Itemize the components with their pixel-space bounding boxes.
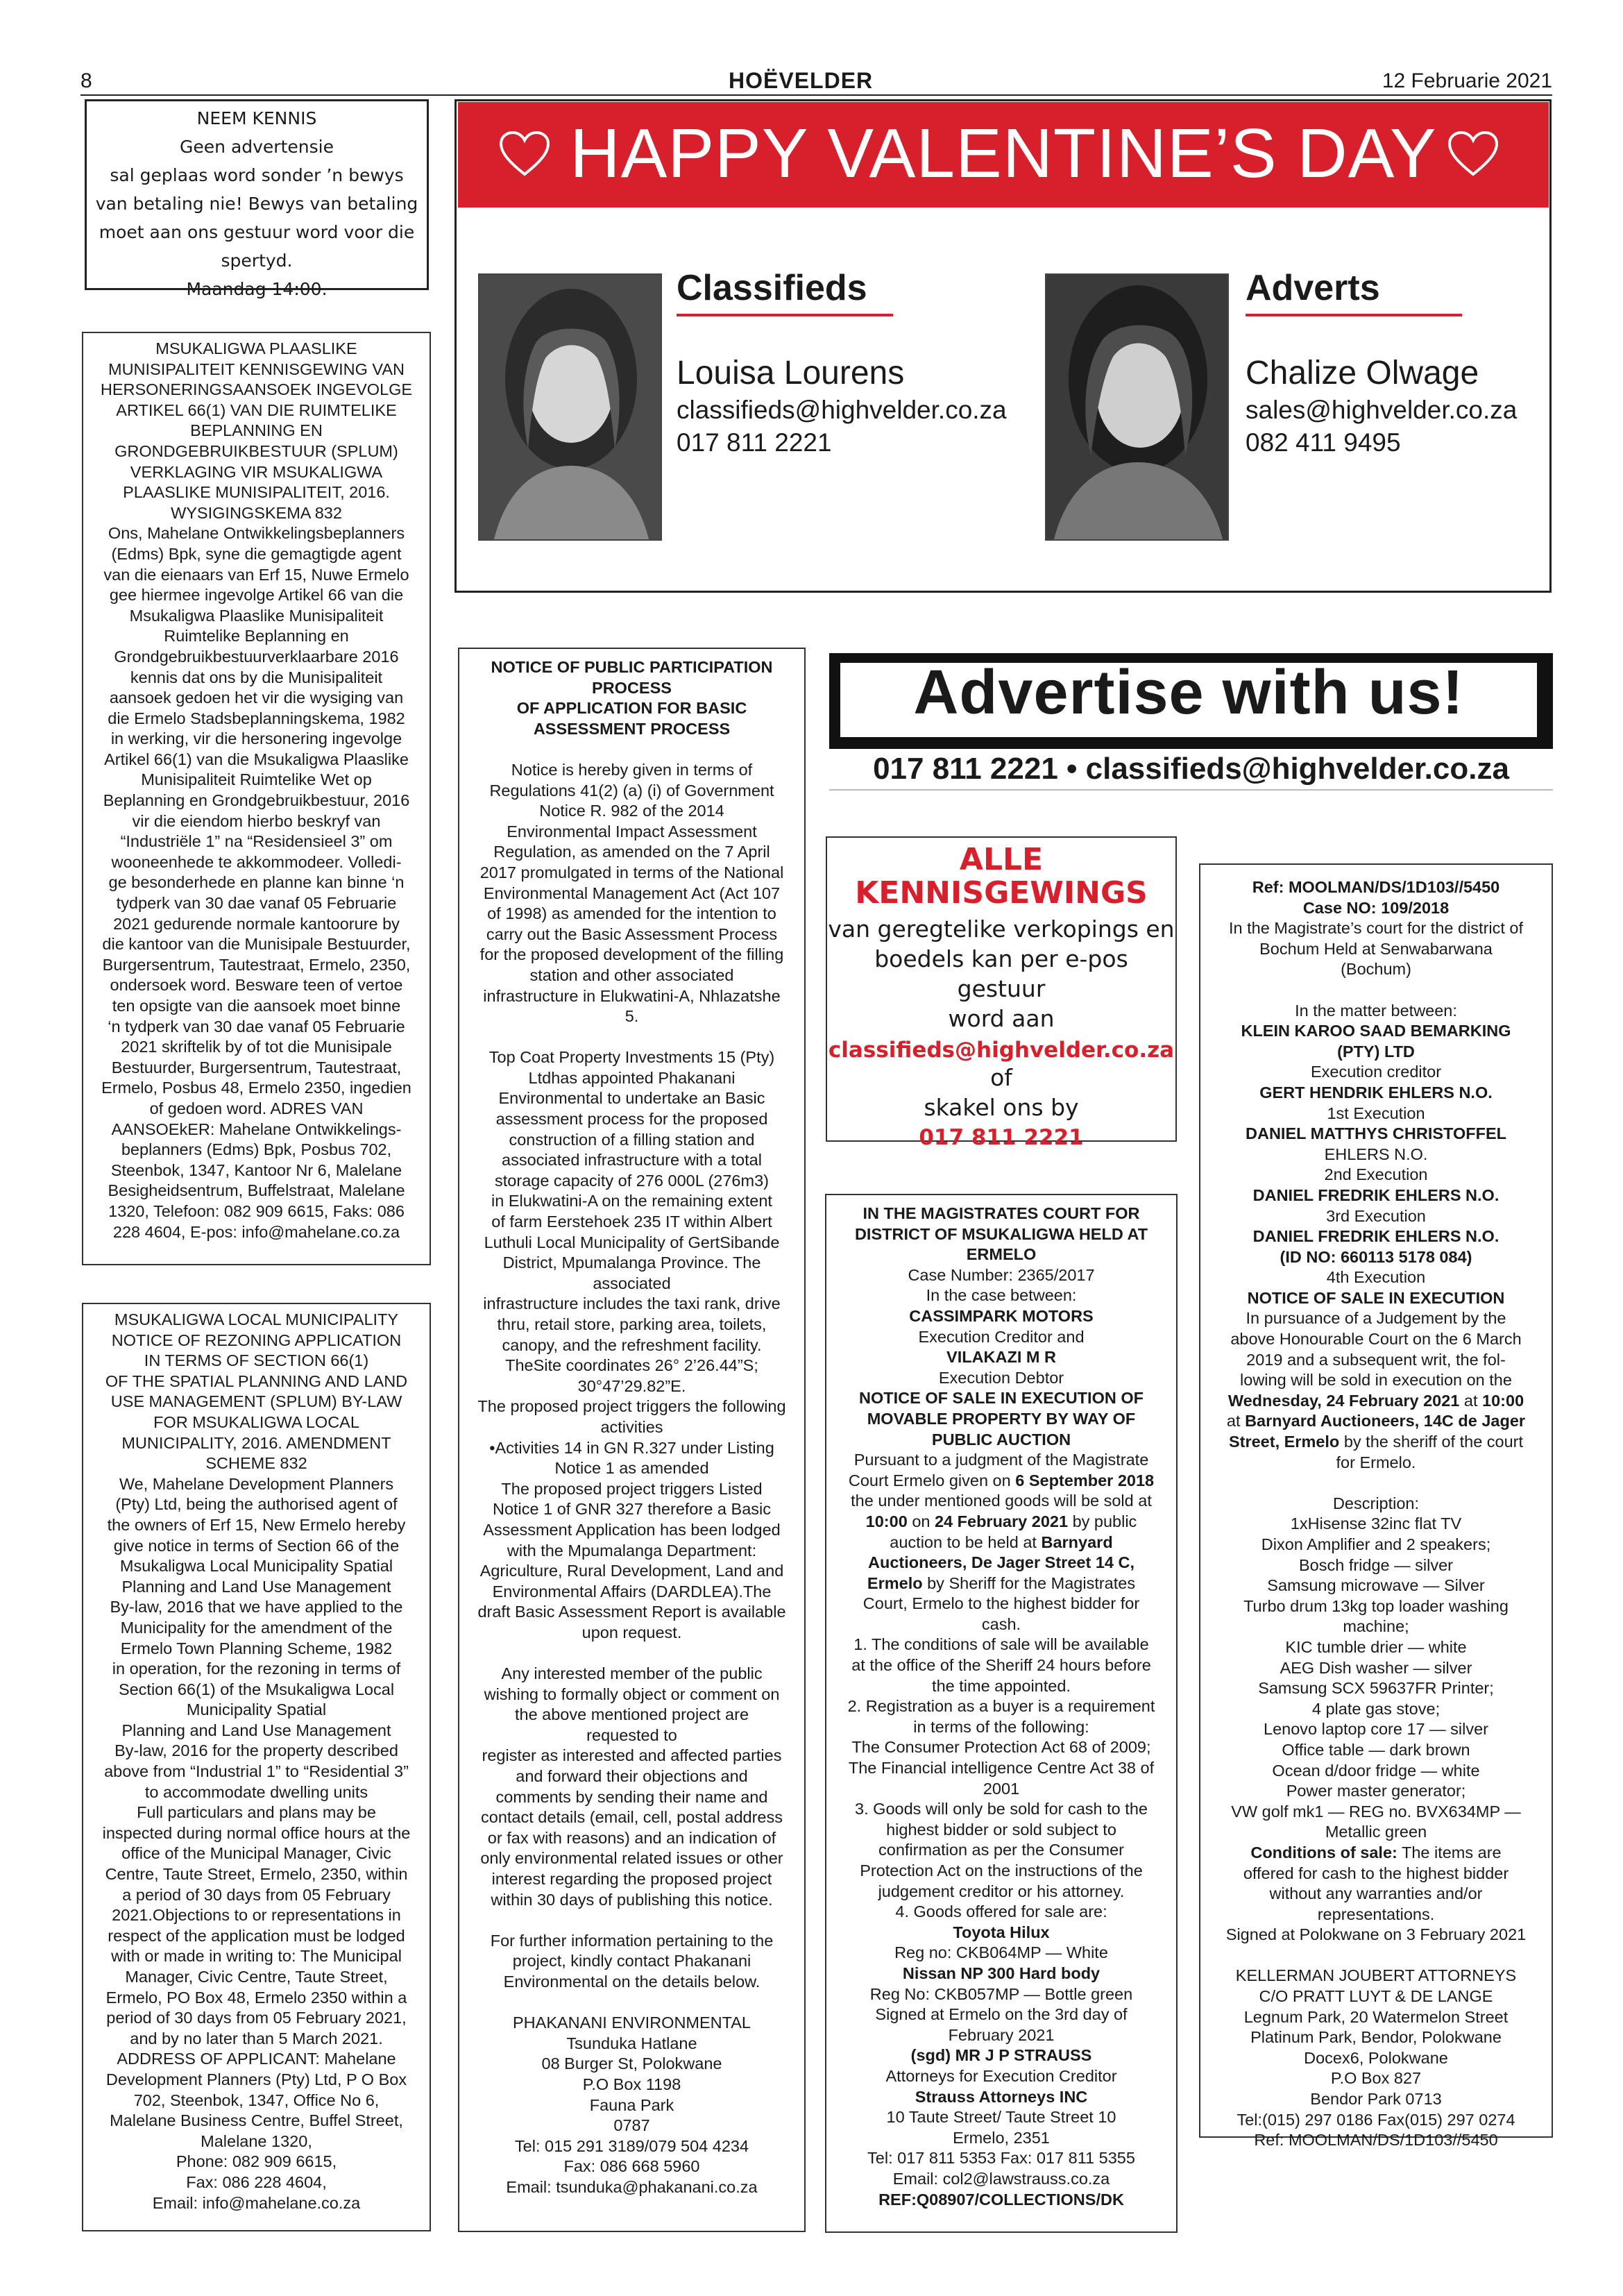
classifieds-contact-name: Louisa Lourens xyxy=(677,355,905,391)
notice-bold-text: GERT HENDRIK EHLERS N.O. xyxy=(1259,1083,1493,1101)
page-number: 8 xyxy=(80,69,92,92)
notice-bold-text: Toyota Hilux xyxy=(953,1923,1050,1941)
classifieds-contact-photo xyxy=(478,273,662,541)
notice-text: at xyxy=(1226,1412,1241,1430)
notice-text: 3rd Execution xyxy=(1326,1206,1426,1225)
classifieds-contact-phone: 017 811 2221 xyxy=(677,428,832,457)
notice-heading: IN THE MAGISTRATES COURT FOR DISTRICT OF MSUKALIGWA HELD AT ERMELO xyxy=(854,1204,1148,1264)
rezoning-notice-afrikaans: MSUKALIGWA PLAASLIKE MUNISIPALITEIT KENNISGEWING VAN HERSONERINGSAANSOEK INGEVOLGE ARTIKEL 66(1) VAN DIE RUIMTELIKE BEPLANNING EN GRONDGEBRUIKBESTUUR (SPLUM) VERKLAGING VIR MSUKALIGWA PLAASLIKE MUNISIPALITEIT, 2016. WYSIGINGSKEMA 832 Ons, Mahelane Ontwikkelingsbeplanners (Edms) Bpk, syne die gemagtigde agent van die eienaars van Erf 15, Nuwe Ermelo gee hiermee ingevolge Artikel 66 van die Msukaligwa Plaaslike Munisipaliteit Ruimtelike Beplanning en Grondgebruikbestuurverklaarbare 2016 kennis dat ons by die Munisipaliteit aansoek gedoen het vir die wysiging van die Ermelo Stadsbeplanningskema, 1982 in werking, vir die hersonering ingevolge Artikel 66(1) van die Msukaligwa Plaaslike Munisipaliteit Ruimtelike Wet op Beplanning en Grondgebruikbestuur, 2016 vir die eiendom hierbo beskryf van “Industriële 1” na “Residensieel 3” om wooneenhede te akkommodeer. Volledi- ge besonderhede en planne kan binne ‘n tydperk van 30 dae vanaf 05 Februarie 2021 gedurende normale kantoorure by die kantoor van die Munisipale Bestuurder, Burgersentrum, Tautestraat, Ermelo, 2350, ondersoek word. Besware teen of vertoe ten opsigte van die aansoek moet binne ‘n tydperk van 30 dae vanaf 05 Februarie 2021 skriftelik by of tot die Munisipale Bestuurder, Burgersentrum, Tautestraat, Ermelo, Posbus 48, Ermelo 2350, ingedien of gedoen word. ADRES VAN AANSOEkER: Mahelane Ontwikkelings- beplanners (Edms) Bpk, Posbus 702, Steenbok, 1347, Kantoor Nr 6, Malelane Besigheidsentrum, Buffelstraat, Malelane 1320, Telefoon: 082 909 6615, Faks: 086 228 4604, E-pos: info@mahelane.co.za xyxy=(82,332,431,1265)
classifieds-heading-rule xyxy=(677,314,893,316)
notice-bold-text: Strauss Attorneys INC xyxy=(915,2087,1088,2106)
notice-heading: NOTICE OF PUBLIC PARTICIPATION PROCESS OF APPLICATION FOR BASIC ASSESSMENT PROCESS xyxy=(491,658,773,738)
notice-text: In the Magistrate’s court for the district of Bochum Held at Senwabarwana (Bochum) In the matter between: xyxy=(1228,919,1524,1020)
neem-kennis-notice: NEEM KENNIS Geen advertensie sal geplaas word sonder ’n bewys van betaling nie! Bewys van betaling moet aan ons gestuur word voor die spertyd. Maandag 14:00. xyxy=(85,99,429,290)
alle-email[interactable]: classifieds@highvelder.co.za xyxy=(828,1038,1175,1063)
notice-bold-text: Nissan NP 300 Hard body xyxy=(902,1964,1101,1982)
classifieds-contact-email[interactable]: classifieds@highvelder.co.za xyxy=(677,396,1007,424)
advertise-headline: Advertise with us! xyxy=(913,658,1464,727)
notice-bold-text: Barnyard Auctioneers, De Jager Street 14 C, Ermelo xyxy=(867,1533,1135,1592)
notice-bold-text: Conditions of sale: xyxy=(1250,1843,1397,1862)
heart-icon xyxy=(1447,130,1499,178)
adverts-heading-rule xyxy=(1246,314,1462,316)
magistrates-court-notice-ermelo xyxy=(825,1194,1178,2233)
notice-bold-text: DANIEL FREDRIK EHLERS N.O. (ID NO: 660113 5178 084) xyxy=(1252,1227,1499,1266)
notice-bold-text: KLEIN KAROO SAAD BEMARKING (PTY) LTD xyxy=(1241,1022,1511,1061)
notice-text: Execution creditor xyxy=(1310,1063,1442,1081)
valentine-title: HAPPY VALENTINE’S DAY xyxy=(570,115,1437,192)
notice-text: 1st Execution xyxy=(1327,1104,1425,1122)
notice-text: by public auction to be held at xyxy=(890,1512,1137,1551)
notice-bold-text: Wednesday, 24 February 2021 xyxy=(1227,1391,1460,1410)
magistrates-court-notice-bochum xyxy=(1199,863,1553,2150)
notice-text: 4th Execution xyxy=(1326,1268,1426,1287)
adverts-contact-name: Chalize Olwage xyxy=(1246,355,1479,391)
adverts-heading: Adverts xyxy=(1246,268,1380,308)
notice-bold-text: Ref: MOOLMAN/DS/1D103//5450 Case NO: 109/2018 xyxy=(1252,878,1500,917)
alle-kennisgewings-box xyxy=(826,836,1177,1150)
notice-text: by the sheriff of the court for Ermelo. Description: 1xHisense 32inc flat TV Dixon Amplifier and 2 speakers; Bosch fridge — silver Samsung microwave — Silver Turbo drum 13kg top loader washing machine; KIC tumble drier — white AEG Dish washer — silver Samsung SCX 59637FR Printer; 4 plate gas stove; Lenovo laptop core 17 — silver Office table — dark brown Ocean d/door fridge — white Power master generator; VW golf mk1 — REG no. BVX634MP — Metallic green xyxy=(1231,1433,1524,1841)
public-participation-notice xyxy=(458,648,806,2232)
heart-icon xyxy=(498,130,551,178)
alle-phone: 017 811 2221 xyxy=(919,1125,1084,1150)
adverts-contact-phone: 082 411 9495 xyxy=(1246,428,1401,457)
notice-text: at xyxy=(1463,1391,1478,1410)
alle-text: van geregtelike verkopings en boedels kan per e-pos gestuur word aan xyxy=(828,915,1175,1032)
notice-bold-text: 24 February 2021 xyxy=(934,1512,1069,1530)
notice-text: EHLERS N.O. 2nd Execution xyxy=(1324,1145,1428,1184)
notice-bold-text: 10:00 xyxy=(1482,1391,1524,1410)
classifieds-heading: Classifieds xyxy=(677,268,867,308)
alle-text-2: of skakel ons by xyxy=(924,1064,1079,1121)
notice-bold-text: DANIEL MATTHYS CHRISTOFFEL xyxy=(1246,1124,1506,1143)
notice-bold-text: CASSIMPARK MOTORS xyxy=(909,1306,1094,1325)
notice-text: Execution Creditor and xyxy=(918,1327,1085,1346)
notice-bold-text: NOTICE OF SALE IN EXECUTION OF MOVABLE PROPERTY BY WAY OF PUBLIC AUCTION xyxy=(859,1389,1144,1449)
notice-text: Pursuant to a judgment of the Magistrate Court Ermelo given on xyxy=(848,1451,1149,1489)
notice-text: The items are offered for cash to the highest bidder without any warranties and/or representations. Signed at Polokwane on 3 February 2021 KELLERMAN JOUBERT ATTORNEYS C/O PRATT LUYT & DE LANGE Legnum Park, 20 Watermelon Street Platinum Park, Bendor, Polokwane Docex6, Polokwane P.O Box 827 Bendor Park 0713 Tel:(015) 297 0186 Fax(015) 297 0274 Ref: MOOLMAN/DS/1D103//5450 xyxy=(1225,1843,1527,2150)
alle-heading: ALLE KENNISGEWINGS xyxy=(855,842,1148,911)
notice-text: Attorneys for Execution Creditor xyxy=(885,2066,1117,2085)
rezoning-notice-english: MSUKALIGWA LOCAL MUNICIPALITY NOTICE OF REZONING APPLICATION IN TERMS OF SECTION 66(1) OF THE SPATIAL PLANNING AND LAND USE MANAGEMENT (SPLUM) BY-LAW FOR MSUKALIGWA LOCAL MUNICIPALITY, 2016. AMENDMENT SCHEME 832 We, Mahelane Development Planners (Pty) Ltd, being the authorised agent of the owners of Erf 15, New Ermelo hereby give notice in terms of Section 66 of the Msukaligwa Local Municipality Spatial Planning and Land Use Management By-law, 2016 that we have applied to the Municipality for the amendment of the Ermelo Town Planning Scheme, 1982 in operation, for the rezoning in terms of Section 66(1) of the Msukaligwa Local Municipality Spatial Planning and Land Use Management By-law, 2016 for the property described above from “Industrial 1” to “Residential 3” to accommodate dwelling units Full particulars and plans may be inspected during normal office hours at the office of the Municipal Manager, Civic Centre, Taute Street, Ermelo, 2350, within a period of 30 days from 05 February 2021.Objections to or representations in respect of the application must be lodged with or made in writing to: The Municipal Manager, Civic Centre, Taute Street, Ermelo, PO Box 48, Ermelo 2350 within a period of 30 days from 05 February 2021, and by no later than 5 March 2021. ADDRESS OF APPLICANT: Mahelane Development Planners (Pty) Ltd, P O Box 702, Steenbok, 1347, Office No 6, Malelane Business Centre, Buffel Street, Malelane 1320, Phone: 082 909 6615, Fax: 086 228 4604, Email: info@mahelane.co.za xyxy=(82,1303,431,2231)
notice-text: 10 Taute Street/ Taute Street 10 Ermelo, 2351 Tel: 017 811 5353 Fax: 017 811 5355 Email: col2@lawstrauss.co.za xyxy=(867,2108,1135,2188)
notice-text: on xyxy=(912,1512,931,1530)
notice-bold-text: 10:00 xyxy=(865,1512,908,1530)
notice-text: In pursuance of a Judgement by the above Honourable Court on the 6 March 2019 and a subsequent writ, the fol- lowing will be sold in execution on the xyxy=(1230,1309,1522,1390)
advertise-contact[interactable]: 017 811 2221 • classifieds@highvelder.co.za xyxy=(873,752,1509,786)
adverts-contact-photo xyxy=(1045,273,1229,541)
notice-bold-text: 6 September 2018 xyxy=(1015,1471,1155,1489)
adverts-contact-email[interactable]: sales@highvelder.co.za xyxy=(1246,396,1518,424)
notice-bold-text: DANIEL FREDRIK EHLERS N.O. xyxy=(1252,1185,1499,1204)
notice-bold-text: Barnyard Auctioneers, 14C de Jager Street, Ermelo xyxy=(1228,1412,1526,1451)
notice-text: Case Number: 2365/2017 In the case between: xyxy=(908,1265,1095,1305)
notice-bold-text: NOTICE OF SALE IN EXECUTION xyxy=(1247,1288,1505,1307)
advertise-rule xyxy=(829,789,1553,791)
masthead: HOËVELDER xyxy=(729,68,874,93)
notice-bold-text: (sgd) MR J P STRAUSS xyxy=(910,2046,1092,2065)
notice-text: Reg No: CKB057MP — Bottle green Signed at Ermelo on the 3rd day of February 2021 xyxy=(869,1984,1133,2044)
header-rule xyxy=(80,94,1552,96)
notice-bold-text: VILAKAZI M R xyxy=(946,1348,1056,1367)
notice-text: Reg no: CKB064MP — White xyxy=(894,1943,1108,1962)
notice-body: Notice is hereby given in terms of Regulations 41(2) (a) (i) of Government Notice R. 982 of the 2014 Environmental Impact Assessment Regulation, as amended on the 7 April 2017 promulgated in terms of the National Environmental Management Act (Act 107 of 1998) as amended for the intention to carry out the Basic Assessment Process for the proposed development of the filling station and other associated infrastructure in Elukwatini-A, Nhlazatshe 5. Top Coat Property Investments 15 (Pty) Ltdhas appointed Phakanani Environmental to undertake an Basic assessment process for the proposed construction of a filling station and associated infrastructure with a total storage capacity of 276 000L (276m3) in Elukwatini-A on the remaining extent of farm Eerstehoek 235 IT within Albert Luthuli Local Municipality of GertSibande District, Mpumalanga Province. The associated infrastructure includes the taxi rank, drive thru, retail store, parking area, toilets, canopy, and the refreshment facility. TheSite coordinates 26° 2’26.44”S; 30°47’29.82”E. The proposed project triggers the following activities •Activities 14 in GN R.327 under Listing Notice 1 as amended The proposed project triggers Listed Notice 1 of GNR 327 therefore a Basic Assessment Application has been lodged with the Mpumalanga Department: Agriculture, Rural Development, Land and Environmental Affairs (DARDLEA).The draft Basic Assessment Report is available upon request. Any interested member of the public wishing to formally object or comment on the above mentioned project are requested to register as interested and affected parties and forward their objections and comments by sending their name and contact details (email, cell, postal address or fax with reasons) and an indication of only environmental related issues or other interest regarding the proposed project within 30 days of publishing this notice. For further information pertaining to the project, kindly contact Phakanani Environmental on the details below. PHAKANANI ENVIRONMENTAL Tsunduka Hatlane 08 Burger St, Polokwane P.O Box 1198 Fauna Park 0787 Tel: 015 291 3189/079 504 4234 Fax: 086 668 5960 Email: tsunduka@phakanani.co.za xyxy=(477,760,786,2196)
notice-text: the under mentioned goods will be sold at xyxy=(851,1492,1152,1510)
notice-text: by Sheriff for the Magistrates Court, Ermelo to the highest bidder for cash. 1. The conditions of sale will be available at the office of the Sheriff 24 hours before the time appointed. 2. Registration as a buyer is a requirement in terms of the following: The Consumer Protection Act 68 of 2009; The Financial intelligence Centre Act 38 of 2001 3. Goods will only be sold for cash to the highest bidder or sold subject to confirmation as per the Consumer Protection Act on the instructions of the judgement creditor or his attorney. 4. Goods offered for sale are: xyxy=(847,1573,1155,1921)
issue-date: 12 Februarie 2021 xyxy=(1382,69,1552,92)
notice-text: Execution Debtor xyxy=(938,1368,1064,1387)
notice-bold-text: REF:Q08907/COLLECTIONS/DK xyxy=(878,2190,1124,2209)
